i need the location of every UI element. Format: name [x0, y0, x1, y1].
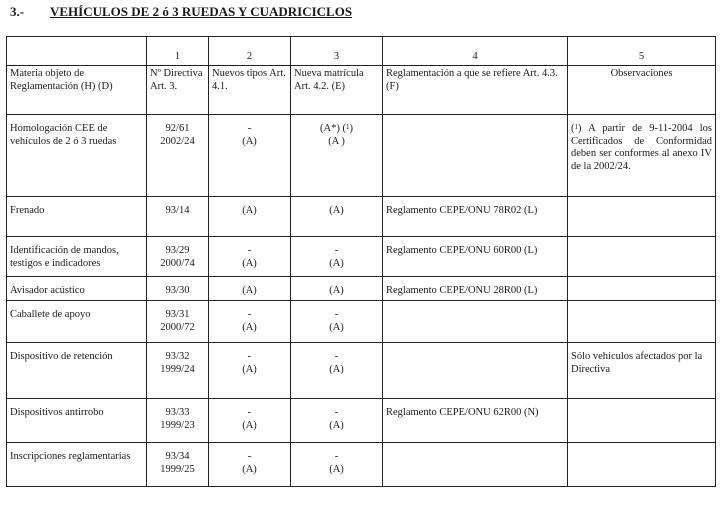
cell-nuevos — [209, 343, 291, 399]
directiva-line: 1999/25 — [160, 463, 195, 475]
cell-nuevos: (A) — [209, 277, 291, 301]
matricula-line: - — [334, 407, 339, 418]
table-row — [7, 443, 716, 487]
col-number: 2 — [209, 37, 291, 66]
cell-observaciones — [568, 197, 716, 237]
cell-materia: Frenado — [7, 197, 147, 237]
cell-nuevos — [209, 399, 291, 443]
nuevos-line: - — [247, 351, 252, 362]
table-row — [7, 115, 716, 197]
cell-reglamentacion: Reglamento CEPE/ONU 28R00 (L) — [383, 277, 568, 301]
regulation-table — [6, 36, 716, 487]
col-number — [7, 37, 147, 66]
cell-materia: Caballete de apoyo — [7, 301, 147, 343]
nuevos-line: (A) — [242, 419, 257, 431]
cell-reglamentacion: Reglamento CEPE/ONU 60R00 (L) — [383, 237, 568, 277]
cell-observaciones — [568, 301, 716, 343]
column-number-row — [7, 37, 716, 66]
cell-observaciones — [568, 237, 716, 277]
table-row — [7, 277, 716, 301]
cell-nuevos — [209, 301, 291, 343]
cell-matricula — [291, 399, 383, 443]
cell-directiva: 93/14 — [147, 197, 209, 237]
table-row — [7, 301, 716, 343]
section-heading — [10, 4, 352, 20]
cell-observaciones: ($^1$) A partir de 9-11-2004 los Certificados de Conformidad deben ser conformes al anexo IV de la 2002/24. — [568, 115, 716, 197]
col-label-reglamentacion: Reglamentación a que se refiere Art. 4.3. (F) — [383, 66, 568, 115]
cell-reglamentacion — [383, 343, 568, 399]
col-label-matricula: Nueva matrícula Art. 4.2. (E) — [291, 66, 383, 115]
nuevos-line: (A) — [242, 321, 257, 333]
cell-directiva — [147, 115, 209, 197]
cell-reglamentacion: Reglamento CEPE/ONU 62R00 (N) — [383, 399, 568, 443]
directiva-line: 2002/24 — [160, 135, 195, 147]
cell-observaciones — [568, 399, 716, 443]
section-number: 3.- — [10, 4, 25, 19]
cell-reglamentacion: Reglamento CEPE/ONU 78R02 (L) — [383, 197, 568, 237]
footnote-mark: 1 — [345, 123, 350, 131]
directiva-line: 1999/23 — [160, 419, 195, 431]
directiva-line: 93/29 — [165, 245, 190, 256]
cell-matricula — [291, 443, 383, 487]
nuevos-line: (A) — [242, 135, 257, 147]
column-label-row — [7, 66, 716, 115]
cell-matricula: (A) — [291, 277, 383, 301]
nuevos-line: (A) — [242, 363, 257, 375]
table-row — [7, 343, 716, 399]
col-number: 5 — [568, 37, 716, 66]
nuevos-line: - — [247, 407, 252, 418]
cell-nuevos — [209, 237, 291, 277]
col-number: 3 — [291, 37, 383, 66]
nuevos-line: - — [247, 451, 252, 462]
cell-observaciones — [568, 443, 716, 487]
cell-reglamentacion — [383, 301, 568, 343]
cell-nuevos — [209, 443, 291, 487]
cell-materia: Dispositivos antirrobo — [7, 399, 147, 443]
nuevos-line: - — [247, 245, 252, 256]
matricula-line: - — [334, 451, 339, 462]
table-row — [7, 197, 716, 237]
section-title: VEHÍCULOS DE 2 ó 3 RUEDAS Y CUADRICICLOS — [50, 4, 353, 19]
cell-nuevos: (A) — [209, 197, 291, 237]
matricula-line: (A ) — [328, 135, 345, 147]
matricula-line: - — [334, 351, 339, 362]
cell-directiva — [147, 343, 209, 399]
matricula-text: (A*) ( — [320, 123, 346, 134]
col-label-observaciones: Observaciones — [568, 66, 716, 115]
nuevos-line: - — [247, 123, 252, 134]
cell-materia: Dispositivo de retención — [7, 343, 147, 399]
matricula-line: (A) — [329, 463, 344, 475]
directiva-line: 2000/72 — [160, 321, 195, 333]
cell-observaciones: Sólo vehículos afectados por la Directiva — [568, 343, 716, 399]
matricula-line: (A) — [329, 419, 344, 431]
cell-reglamentacion — [383, 443, 568, 487]
matricula-line: - — [334, 309, 339, 320]
matricula-line: - — [334, 245, 339, 256]
cell-directiva — [147, 443, 209, 487]
footnote-mark: 1 — [574, 123, 578, 131]
cell-matricula — [291, 237, 383, 277]
cell-directiva — [147, 399, 209, 443]
table-row — [7, 237, 716, 277]
cell-observaciones — [568, 277, 716, 301]
nuevos-line: (A) — [242, 257, 257, 269]
directiva-line: 93/34 — [165, 451, 190, 462]
nuevos-line: (A) — [242, 463, 257, 475]
col-number: 4 — [383, 37, 568, 66]
table-row — [7, 399, 716, 443]
cell-matricula — [291, 115, 383, 197]
cell-materia: Homologación CEE de vehículos de 2 ó 3 ruedas — [7, 115, 147, 197]
matricula-line: (A) — [329, 257, 344, 269]
nuevos-line: - — [247, 309, 252, 320]
directiva-line: 2000/74 — [160, 257, 195, 269]
cell-materia: Identificación de mandos, testigos e indicadores — [7, 237, 147, 277]
col-label-directiva: Nº Directiva Art. 3. — [147, 66, 209, 115]
col-label-materia: Materia objeto de Reglamentación (H) (D) — [7, 66, 147, 115]
observation-text: ) A partir de 9-11-2004 los Certificados de Conformidad deben ser conformes al anexo IV de la 2002/24. — [571, 123, 712, 172]
col-label-nuevos: Nuevos tipos Art. 4.1. — [209, 66, 291, 115]
cell-materia: Inscripciones reglamentarias — [7, 443, 147, 487]
cell-matricula — [291, 343, 383, 399]
cell-matricula — [291, 301, 383, 343]
cell-directiva — [147, 237, 209, 277]
directiva-line: 93/31 — [165, 309, 190, 320]
matricula-line: (A) — [329, 321, 344, 333]
cell-matricula: (A) — [291, 197, 383, 237]
matricula-line: (A) — [329, 363, 344, 375]
cell-directiva — [147, 301, 209, 343]
col-number: 1 — [147, 37, 209, 66]
cell-reglamentacion — [383, 115, 568, 197]
directiva-line: 93/32 — [165, 351, 190, 362]
directiva-line: 1999/24 — [160, 363, 195, 375]
cell-nuevos — [209, 115, 291, 197]
directiva-line: 93/33 — [165, 407, 190, 418]
matricula-line — [294, 123, 379, 136]
matricula-text: ) — [349, 123, 353, 134]
directiva-line: 92/61 — [165, 123, 190, 134]
cell-materia: Avisador acústico — [7, 277, 147, 301]
cell-directiva: 93/30 — [147, 277, 209, 301]
